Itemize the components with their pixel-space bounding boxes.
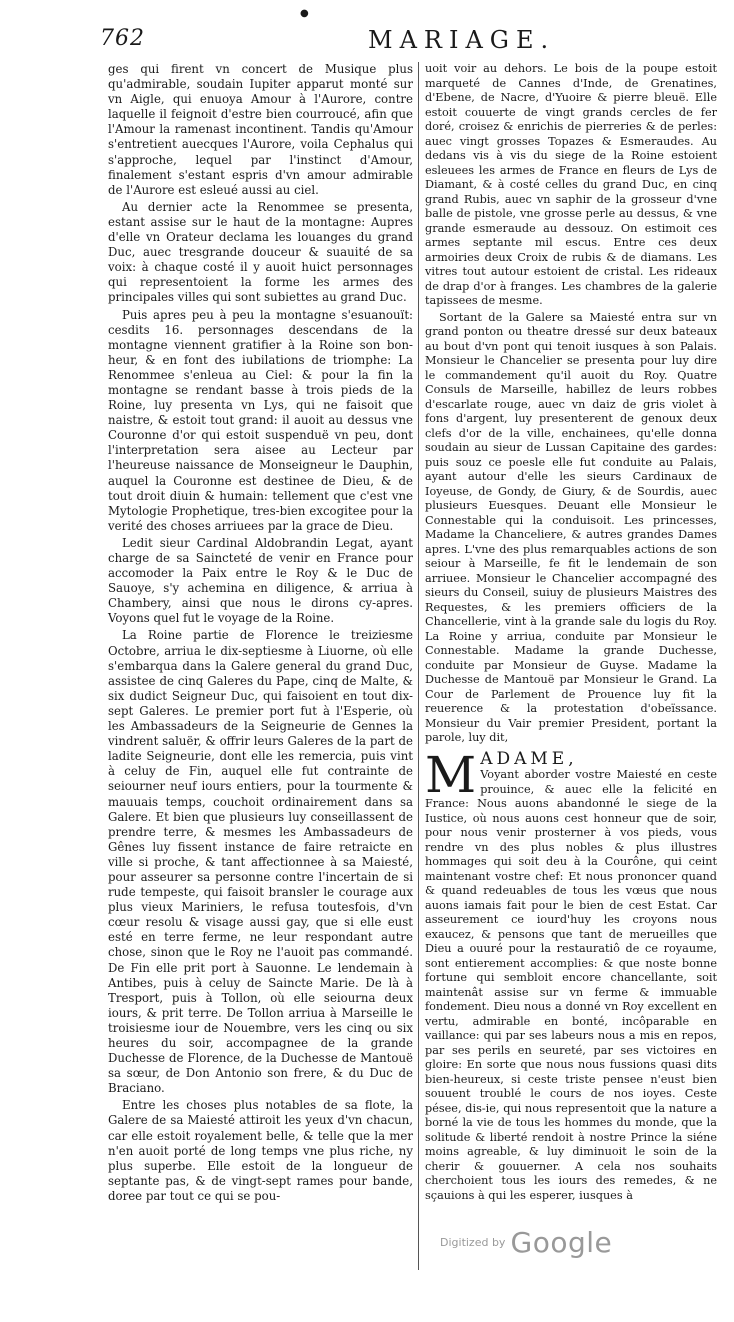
right-column (425, 62, 717, 1205)
paragraph: La Roine partie de Florence le treiziesme Octobre, arriua le dix-septiesme à Liuorne, où elle s'embarqua dans la Galere general du grand Duc, assistee de cinq Galeres du Pape, cinq de Malte, & six dudict Seigneur Duc, qui faisoient en tout dix-sept Galeres. Le premier port fut à l'Esperie, où les Ambassadeurs de la Seigneurie de Gennes la vindrent saluër, & offrir leurs Galeres de la part de ladite Seigneurie, dont elle les remercia, puis vint à celuy de Fin, auquel elle fut contrainte de seiourner neuf iours entiers, pour la tourmente & mauuais temps, couchoit ordinairement dans sa Galere. Et bien que plusieurs luy conseillassent de prendre terre, & mesmes les Ambassadeurs de Gênes luy fissent instance de faire retraicte en ville si proche, & tant affectionnee à sa Maiesté, pour asseurer sa personne contre l'incertain de si rude tempeste, qui faisoit bransler le courage aux plus vieux Mariniers, le refusa toutesfois, d'vn cœur resolu & visage aussi gay, que si elle eust esté en terre ferme, ne leur respondant autre chose, sinon que le Roy ne l'auoit pas commandé. De Fin elle prit port à Sauonne. Le lendemain à Antibes, puis à celuy de Saincte Marie. De là à Tresport, puis à Tollon, où elle seiourna deux iours, & prit terre. De Tollon arriua à Marseille le troisiesme iour de Nouembre, vers les cinq ou six heures du soir, accompagnee de la grande Duchesse de Florence, de la Duchesse de Mantouë sa sœur, de Don Antonio son frere, & du Duc de Braciano. (108, 628, 413, 1096)
paragraph: Au dernier acte la Renommee se presenta, estant assise sur le haut de la montagne: Aupres d'elle vn Orateur declama les louanges du grand Duc, auec tresgrande douceur & suauité de sa voix: à chaque costé il y auoit huict personnages qui representoient la forme les armes des principales villes qui sont subiettes au grand Duc. (108, 199, 413, 305)
left-column (108, 62, 413, 1206)
google-logo: Google (510, 1226, 613, 1259)
running-title: MARIAGE. (368, 26, 556, 54)
digitized-watermark (440, 1226, 612, 1259)
paragraph: Sortant de la Galere sa Maiesté entra sur vn grand ponton ou theatre dressé sur deux bateaux au bout d'vn pont qui tenoit iusques à son Palais. Monsieur le Chancelier se presenta pour luy dire le commandement qu'il auoit du Roy. Quatre Consuls de Marseille, habillez de leurs robbes d'escarlate rouge, auec vn daiz de gris violet à fons d'argent, luy presenterent de genoux deux clefs d'or de la ville, enchainees, qu'elle donna soudain au sieur de Lussan Capitaine des gardes: puis souz ce poesle elle fut conduite au Palais, ayant autour d'elle les sieurs Cardinaux de Ioyeuse, de Gondy, de Giury, & de Sourdis, auec plusieurs Euesques. Deuant elle Monsieur le Connestable qui la conduisoit. Les princesses, Madame la Chanceliere, & autres grandes Dames apres. L'vne des plus remarquables actions de son seiour à Marseille, fe fit le lendemain de son arriuee. Monsieur le Chancelier accompagné des sieurs du Conseil, suiuy de plusieurs Maistres des Requestes, & les premiers officiers de la Chancellerie, vint à la grande sale du logis du Roy. La Roine y arriua, conduite par Monsieur le Connestable. Madame la grande Duchesse, conduite par Monsieur de Guyse. Madame la Duchesse de Mantouë par Monsieur le Grand. La Cour de Parlement de Prouence luy fit la reuerence & la protestation d'obeïssance. Monsieur du Vair premier President, portant la parole, luy dit, (425, 310, 717, 744)
paragraph: Puis apres peu à peu la montagne s'esuanouït: cesdits 16. personnages descendans de la montagne viennent gratifier à la Roine son bon-heur, & en font des iubilations de triomphe: La Renommee s'enleua au Ciel: & pour la fin la montagne se rendant basse à trois pieds de la Roine, luy presenta vn Lys, qui ne faisoit que naistre, & estoit tout grand: il auoit au dessus vne Couronne d'or qui estoit suspenduë vn peu, dont l'interpretation sera aisee au Lecteur par l'heureuse naissance de Monseigneur le Dauphin, auquel la Couronne est destinee de Dieu, & de tout droit diuin & humain: tellement que c'est vne Mytologie Prophetique, tres-bien excogitee pour la verité des choses arriuees par la grace de Dieu. (108, 307, 413, 533)
paragraph: uoit voir au dehors. Le bois de la poupe estoit marqueté de Cannes d'Inde, de Grenatines, d'Ebene, de Nacre, d'Yuoire & pierre bleuë. Elle estoit couuerte de vingt grands cercles de fer doré, croisez & enrichis de pierreries & de perles: auec vingt grosses Topazes & Esmeraudes. Au dedans vis à vis du siege de la Roine estoient esleuees les armes de France en fleurs de Lys de Diamant, & à costé celles du grand Duc, en cinq grand Rubis, auec vn saphir de la grosseur d'vne balle de pistole, vne grosse perle au dessus, & vne grande esmeraude au dessouz. On estimoit ces armes septante mil escus. Entre ces deux armoiries deux Croix de rubis & de diamans. Les vitres tout autour estoient de cristal. Les rideaux de drap d'or à franges. Les chambres de la galerie tapissees de mesme. (425, 62, 717, 307)
paragraph: Ledit sieur Cardinal Aldobrandin Legat, ayant charge de sa Saincteté de venir en France pour accomoder la Paix entre le Roy & le Duc de Sauoye, s'y achemina en diligence, & arriua à Chambery, ainsi que nous le dirons cy-apres. Voyons quel fut le voyage de la Roine. (108, 535, 413, 626)
paragraph: Entre les choses plus notables de sa flote, la Galere de sa Maiesté attiroit les yeux d'vn chacun, car elle estoit royalement belle, & telle que la mer n'en auoit porté de long temps vne plus riche, ny plus superbe. Elle estoit de la longueur de septante pas, & de vingt-sept rames pour bande, doree par tout ce qui se pou- (108, 1098, 413, 1203)
column-divider (418, 62, 419, 1270)
page-header (100, 8, 714, 62)
speech-heading: ADAME, (480, 748, 578, 769)
page-number: 762 (100, 26, 145, 51)
speech-paragraph: Voyant aborder vostre Maiesté en ceste prouince, & auec elle la felicité en France: Nous auons abandonné le siege de la Iustice, où nous auons cest honneur que de soir, pour nous venir prosterner à vos pieds, vous rendre vn des plus nobles & plus illustres hommages qui soit deu à la Courône, qui ceint maintenant vostre chef: Et nous prononcer quand & quand redeuables de tous les vœus que nous auons iamais fait pour le bien de cest Estat. Car asseurement ce iourd'huy les croyons nous exaucez, & pensons que tant de merueilles que Dieu a ouuré pour la restauratiô de ce royaume, sont entierement accomplies: & que noste bonne fortune qui sembloit encore chancellante, soit maintenât assise sur vn ferme & immuable fondement. Dieu nous a donné vn Roy excellent en vertu, admirable en bonté, incôparable en vaillance: qui par ses labeurs nous a mis en repos, par ses perils en seureté, par ses victoires en gloire: En sorte que nous nous fussions quasi dits bien-heureux, si ceste triste pensee n'eust bien souuent troublé le cours de nos ioyes. Ceste pésee, dis-ie, qui nous representoit que la nature a borné la vie de tous les hommes du monde, que la solitude & liberté rendoit à nostre Prince la siéne moins agreable, & luy diminuoit le soin de la cherir & gouuerner. A cela nos souhaits cherchoient tous les iours des remedes, & ne sçauions à qui les esperer, iusques à (425, 768, 717, 1202)
digitized-by-label: Digitized by (440, 1236, 506, 1249)
drop-cap: M (425, 745, 477, 804)
paragraph: ges qui firent vn concert de Musique plus qu'admirable, soudain Iupiter apparut monté sur vn Aigle, qui enuoya Amour à l'Aurore, contre laquelle il feignoit d'estre bien courroucé, afin que l'Amour la ramenast incontinent. Tandis qu'Amour s'entretient auecques l'Aurore, voila Cephalus qui s'approche, lequel par l'instinct d'Amour, finalement s'estant espris d'vn amour admirable de l'Aurore est esleué aussi au ciel. (108, 62, 413, 197)
ink-mark: ● (300, 8, 309, 19)
speech-section (425, 745, 717, 1204)
